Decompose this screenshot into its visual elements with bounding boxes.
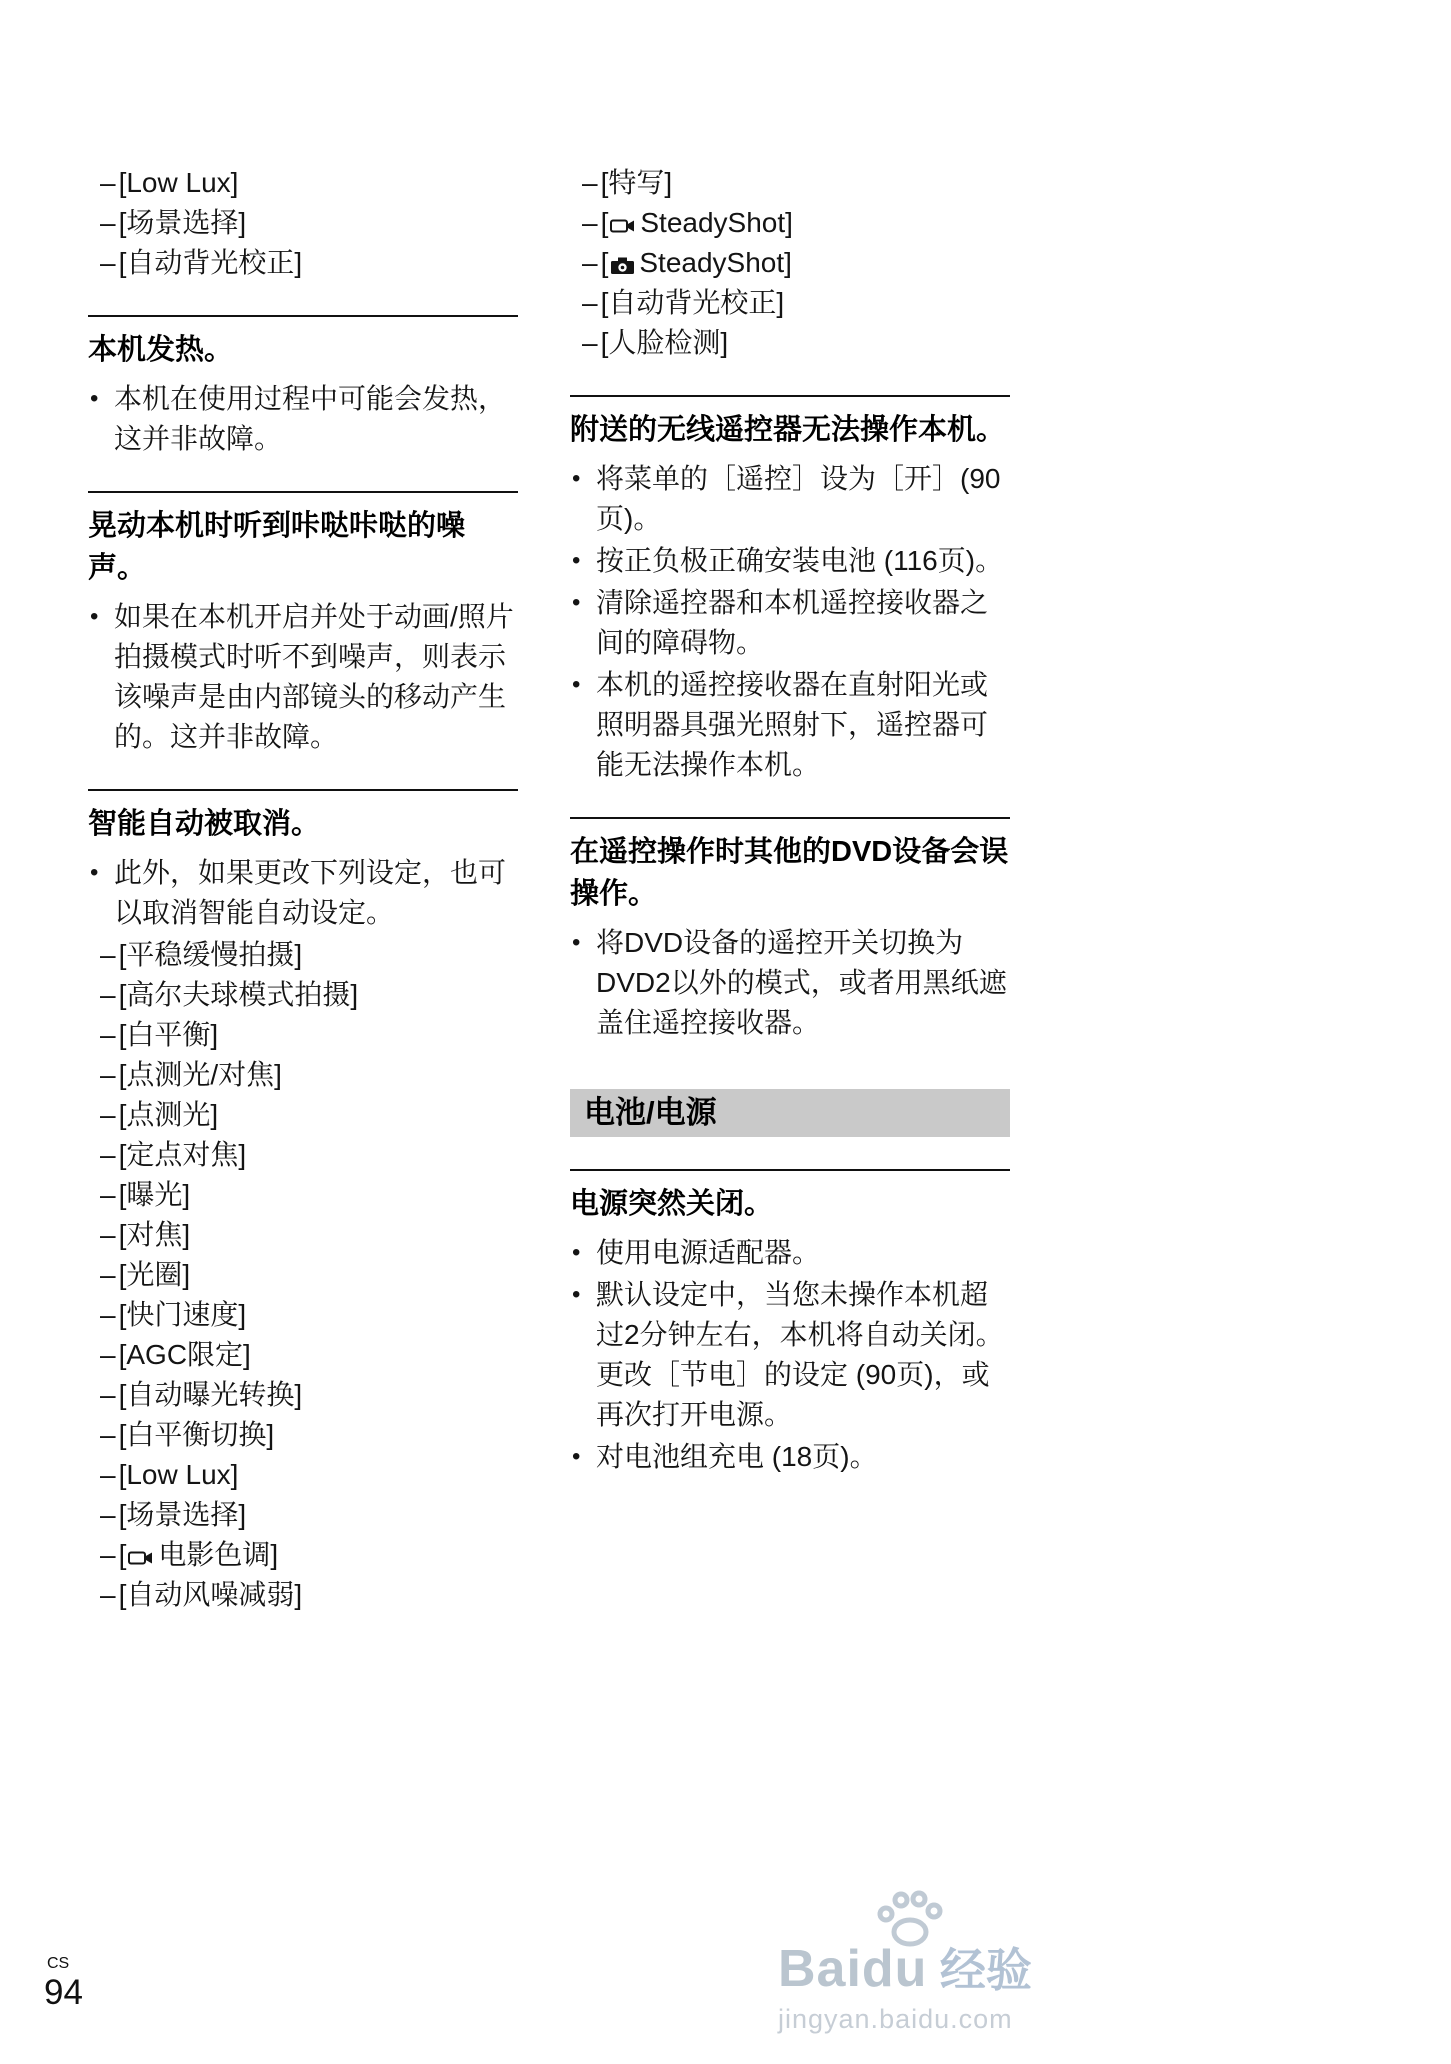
bullet-list	[88, 853, 518, 933]
menu-item: – [点测光]	[100, 1099, 219, 1130]
bullet-item	[570, 923, 1010, 1043]
section-dvd-device-misoperation	[570, 817, 1010, 1043]
bullet-list	[88, 379, 518, 459]
menu-item: – [光圈]	[100, 1259, 191, 1290]
settings-menu-list	[88, 935, 518, 1615]
dash: –	[100, 1299, 116, 1330]
bullet-text: 按正负极正确安装电池 (116页)。	[596, 545, 1004, 576]
menu-item: – [ 电影色调]	[100, 1539, 279, 1570]
bullet-dot: •	[90, 859, 99, 886]
section-divider	[570, 817, 1010, 819]
bullet-dot: •	[90, 385, 99, 412]
bullet-item	[570, 1275, 1010, 1435]
dash: –	[100, 1059, 116, 1090]
menu-item: – [Low Lux]	[100, 1459, 239, 1490]
menu-item: – [ SteadyShot]	[582, 247, 792, 278]
dash: –	[100, 1419, 116, 1450]
bullet-item	[570, 1437, 1010, 1477]
dash: –	[582, 207, 598, 238]
dash: –	[100, 1219, 116, 1250]
menu-item: – [白平衡切换]	[100, 1419, 275, 1450]
menu-item: – [AGC限定]	[100, 1339, 251, 1370]
section-divider	[570, 1169, 1010, 1171]
section-device-heats-up	[88, 315, 518, 459]
bullet-item	[570, 541, 1010, 581]
bullet-item	[88, 853, 518, 933]
menu-item: – [自动曝光转换]	[100, 1379, 303, 1410]
footer-language-code: CS	[47, 1955, 70, 1972]
dash: –	[100, 1259, 116, 1290]
bullet-list	[570, 459, 1010, 785]
dash: –	[582, 247, 598, 278]
movie-icon	[610, 217, 636, 235]
section-power-turns-off	[570, 1169, 1010, 1477]
menu-item: – [平稳缓慢拍摄]	[100, 939, 303, 970]
bullet-text: 此外，如果更改下列设定，也可以取消智能自动设定。	[114, 857, 507, 928]
section-heading: 晃动本机时听到咔哒咔哒的噪声。	[88, 510, 466, 584]
dash: –	[100, 1139, 116, 1170]
menu-item: – [场景选择]	[100, 1499, 247, 1530]
bullet-dot: •	[572, 547, 581, 574]
movie-icon	[128, 1549, 154, 1567]
menu-item: – [定点对焦]	[100, 1139, 247, 1170]
right-column	[570, 163, 1010, 1479]
dash: –	[582, 167, 598, 198]
section-heading: 智能自动被取消。	[88, 808, 321, 840]
bullet-dot: •	[572, 1239, 581, 1266]
bullet-item	[570, 583, 1010, 663]
dash: –	[100, 1339, 116, 1370]
bullet-text: 默认设定中，当您未操作本机超过2分钟左右，本机将自动关闭。更改［节电］的设定 (90页)，或再次打开电源。	[596, 1279, 1004, 1430]
dash: –	[582, 327, 598, 358]
bullet-text: 如果在本机开启并处于动画/照片拍摄模式时听不到噪声，则表示该噪声是由内部镜头的移动产生的。这并非故障。	[114, 601, 514, 752]
dash: –	[100, 1099, 116, 1130]
section-heading: 电源突然关闭。	[570, 1188, 774, 1220]
section-heading: 本机发热。	[88, 334, 234, 366]
bullet-dot: •	[572, 465, 581, 492]
bullet-item	[88, 597, 518, 757]
menu-item: – [快门速度]	[100, 1299, 247, 1330]
menu-item: – [自动背光校正]	[582, 287, 785, 318]
bullet-item	[570, 459, 1010, 539]
bullet-item	[570, 665, 1010, 785]
section-heading: 在遥控操作时其他的DVD设备会误操作。	[570, 836, 1009, 910]
bullet-dot: •	[572, 671, 581, 698]
menu-item: – [Low Lux]	[100, 167, 239, 198]
menu-item: – [自动背光校正]	[100, 247, 303, 278]
dash: –	[582, 287, 598, 318]
bullet-list	[570, 1233, 1010, 1477]
bullet-text: 使用电源适配器。	[596, 1237, 821, 1268]
dash: –	[100, 1379, 116, 1410]
bullet-text: 清除遥控器和本机遥控接收器之间的障碍物。	[596, 587, 989, 658]
bullet-list	[88, 597, 518, 757]
section-divider	[88, 789, 518, 791]
bullet-dot: •	[90, 603, 99, 630]
watermark-url: jingyan.baidu.com	[778, 2004, 1013, 2034]
menu-item: – [高尔夫球模式拍摄]	[100, 979, 359, 1010]
dash: –	[100, 167, 116, 198]
dash: –	[100, 1459, 116, 1490]
watermark-brand-line	[778, 1934, 1078, 2000]
menu-item: – [对焦]	[100, 1219, 191, 1250]
menu-item: – [特写]	[582, 167, 673, 198]
dash: –	[100, 207, 116, 238]
bullet-text: 将DVD设备的遥控开关切换为DVD2以外的模式，或者用黑纸遮盖住遥控接收器。	[596, 927, 1007, 1038]
watermark-brand-suffix: 经验	[939, 1944, 1032, 1996]
section-heading: 附送的无线遥控器无法操作本机。	[570, 414, 1006, 446]
menu-item: – [点测光/对焦]	[100, 1059, 282, 1090]
bullet-dot: •	[572, 1281, 581, 1308]
menu-item: – [场景选择]	[100, 207, 247, 238]
section-rattling-noise	[88, 491, 518, 757]
section-divider	[88, 491, 518, 493]
battery-power-banner: 电池/电源	[570, 1089, 1010, 1137]
bullet-text: 将菜单的［遥控］设为［开］(90页)。	[596, 463, 1001, 534]
baidu-jingyan-watermark	[778, 1890, 1078, 2034]
menu-item: – [曝光]	[100, 1179, 191, 1210]
menu-item: – [ SteadyShot]	[582, 207, 793, 238]
menu-item: – [白平衡]	[100, 1019, 219, 1050]
menu-item: – [自动风噪减弱]	[100, 1579, 303, 1610]
left-column	[88, 163, 518, 1615]
bullet-dot: •	[572, 929, 581, 956]
menu-item: – [人脸检测]	[582, 327, 729, 358]
dash: –	[100, 247, 116, 278]
watermark-brand-text: Baidu	[778, 1940, 928, 1998]
section-divider	[570, 395, 1010, 397]
camera-icon	[610, 256, 635, 275]
bullet-text: 对电池组充电 (18页)。	[596, 1441, 878, 1472]
bullet-text: 本机在使用过程中可能会发热，这并非故障。	[114, 383, 507, 454]
bullet-item	[570, 1233, 1010, 1273]
section-divider	[88, 315, 518, 317]
dash: –	[100, 1539, 116, 1570]
page-number: 94	[44, 1973, 83, 2012]
left-top-menu-list	[88, 163, 518, 283]
dash: –	[100, 939, 116, 970]
bullet-dot: •	[572, 589, 581, 616]
section-intelligent-auto-canceled	[88, 789, 518, 1615]
section-remote-not-working	[570, 395, 1010, 785]
bullet-text: 本机的遥控接收器在直射阳光或照明器具强光照射下，遥控器可能无法操作本机。	[596, 669, 989, 780]
page-footer	[44, 1955, 83, 2013]
dash: –	[100, 979, 116, 1010]
bullet-dot: •	[572, 1443, 581, 1470]
dash: –	[100, 1499, 116, 1530]
bullet-item	[88, 379, 518, 459]
dash: –	[100, 1579, 116, 1610]
bullet-list	[570, 923, 1010, 1043]
right-top-menu-list	[570, 163, 1010, 363]
dash: –	[100, 1179, 116, 1210]
dash: –	[100, 1019, 116, 1050]
